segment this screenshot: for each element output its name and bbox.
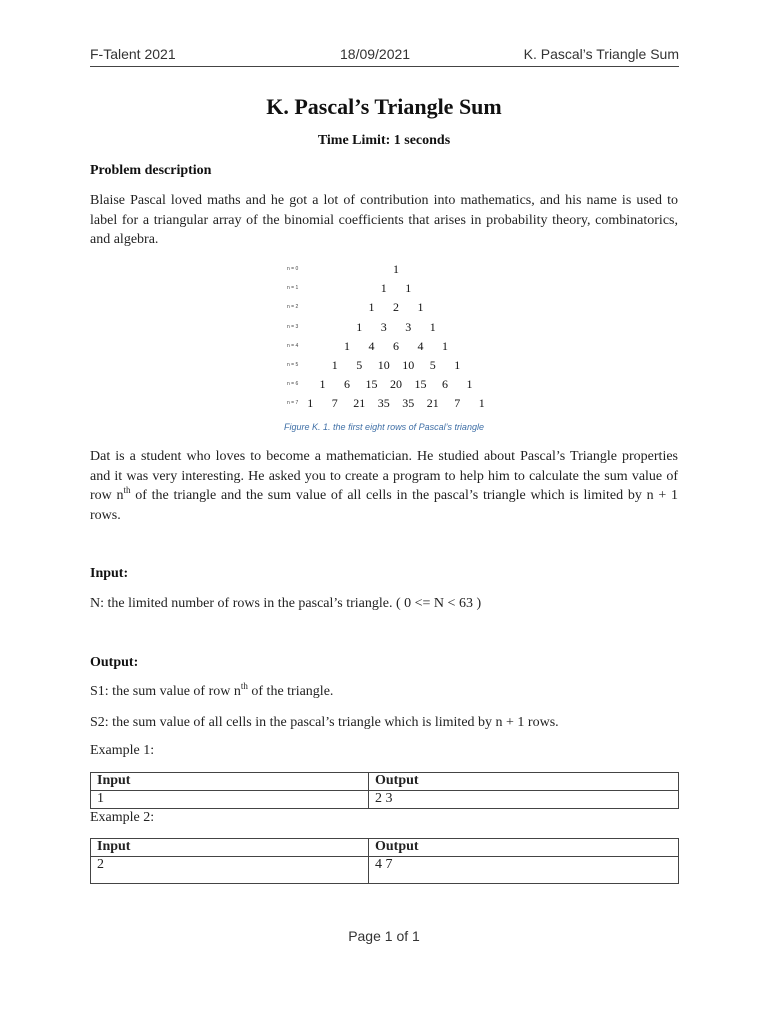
header-contest-name: F-Talent 2021 (90, 46, 176, 62)
triangle-cell: 10 (377, 358, 390, 372)
triangle-row-label: n = 6 (287, 381, 299, 388)
page-header (90, 44, 679, 67)
triangle-row-label: n = 5 (287, 362, 299, 368)
triangle-cell: 35 (402, 396, 415, 411)
triangle-cell: 1 (442, 338, 448, 353)
triangle-cell: 1 (319, 377, 326, 392)
example1-label: Example 1: (90, 743, 155, 758)
s1-text-start: S1: the sum value of row n (90, 684, 241, 699)
triangle-cell: 1 (380, 281, 387, 296)
triangle-cell: 1 (368, 300, 375, 315)
triangle-row-label: n = 0 (287, 266, 299, 272)
problem-description-heading: Problem description (90, 163, 212, 178)
triangle-cell: 4 (368, 338, 375, 353)
triangle-cell: 4 (417, 338, 424, 353)
s1-text-end: of the triangle. (247, 684, 334, 699)
table-cell-output: 4 7 (369, 857, 679, 884)
triangle-cell: 2 (393, 300, 399, 315)
triangle-row-label: n = 7 (287, 400, 299, 407)
problem-paragraph: Blaise Pascal loved maths and he got a lot of contribution into mathematics, and his name is used to label for a triangular array of the binomial coefficients that arises in probability theory, combinatorics, and algebra. (90, 193, 678, 247)
triangle-cell: 1 (417, 300, 424, 315)
triangle-cell: 1 (344, 338, 350, 353)
table-row (91, 791, 679, 809)
triangle-cell: 6 (393, 338, 399, 353)
output-heading: Output: (90, 655, 139, 670)
triangle-cell: 1 (454, 358, 461, 372)
superscript-th: th (123, 485, 131, 495)
triangle-cell: 35 (377, 396, 390, 411)
triangle-cell: 15 (365, 377, 378, 392)
example1-table (90, 772, 679, 809)
triangle-cell: 5 (429, 358, 436, 372)
triangle-cell: 1 (466, 377, 473, 392)
triangle-cell: 7 (331, 396, 338, 411)
triangle-cell: 1 (393, 262, 399, 276)
table-cell-output: 2 3 (369, 791, 679, 809)
triangle-cell: 21 (353, 396, 366, 411)
example2-label: Example 2: (90, 810, 155, 825)
triangle-cell: 20 (390, 377, 402, 392)
triangle-row-label: n = 2 (287, 304, 299, 311)
triangle-cell: 15 (414, 377, 427, 392)
triangle-cell: 3 (380, 319, 387, 334)
table-cell-input: 2 (91, 857, 369, 884)
page-title: K. Pascal’s Triangle Sum (266, 94, 502, 119)
superscript-th: th (240, 681, 248, 691)
triangle-cell: 3 (405, 319, 412, 334)
triangle-cell: 21 (426, 396, 439, 411)
input-description: N: the limited number of rows in the pascal’s triangle. ( 0 <= N < 63 ) (90, 596, 482, 611)
time-limit: Time Limit: 1 seconds (317, 133, 451, 148)
dat-paragraph-text-end: of the triangle and the sum value of all cells in the pascal’s triangle which is limited by n + 1 rows. (90, 488, 678, 523)
header-problem-name: K. Pascal’s Triangle Sum (523, 46, 679, 62)
table-header-output: Output (369, 773, 679, 791)
table-cell-input: 1 (91, 791, 369, 809)
page-footer: Page 1 of 1 (348, 928, 420, 944)
header-date: 18/09/2021 (340, 46, 411, 62)
triangle-cell: 1 (429, 319, 436, 334)
table-header-input: Input (91, 773, 369, 791)
table-header-row (91, 773, 679, 791)
triangle-cell: 7 (454, 396, 461, 411)
dat-paragraph (90, 447, 678, 525)
table-header-input: Input (91, 839, 369, 857)
triangle-cell: 1 (478, 396, 485, 411)
triangle-cell: 5 (356, 358, 363, 372)
triangle-cell: 1 (307, 396, 314, 411)
triangle-cell: 10 (402, 358, 415, 372)
output-s1-description (90, 681, 334, 700)
triangle-row-label: n = 3 (287, 323, 299, 330)
triangle-cell: 1 (331, 358, 338, 372)
output-s2-description: S2: the sum value of all cells in the pascal’s triangle which is limited by n + 1 rows. (90, 715, 559, 730)
table-header-row (91, 839, 679, 857)
triangle-row-label: n = 4 (287, 342, 299, 349)
table-row (91, 857, 679, 884)
triangle-cell: 1 (405, 281, 412, 296)
input-heading: Input: (90, 566, 129, 581)
dat-paragraph-text-start: Dat is a student who loves to become a mathematician. He studied about Pascal’s Triangle properties and it was very interesting. He asked you to create a program to help him to calculate the sum value of row n (90, 449, 678, 503)
triangle-cell: 6 (442, 377, 448, 392)
triangle-row-label: n = 1 (287, 285, 299, 292)
figure-caption: Figure K. 1. the first eight rows of Pascal’s triangle (284, 422, 484, 432)
example2-table (90, 838, 679, 884)
triangle-cell: 6 (344, 377, 350, 392)
triangle-cell: 1 (356, 319, 363, 334)
table-header-output: Output (369, 839, 679, 857)
